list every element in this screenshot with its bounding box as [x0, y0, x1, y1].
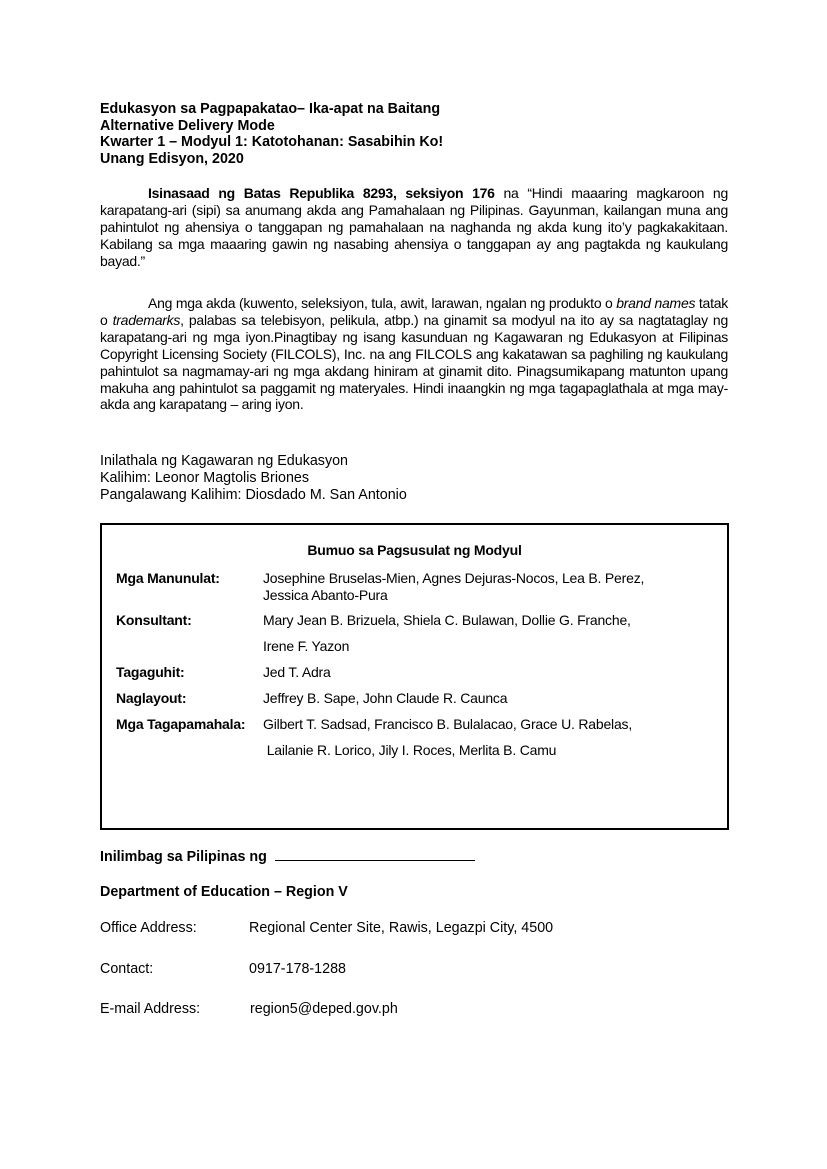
contact-label: E-mail Address: [100, 1001, 201, 1017]
law-citation: Isinasaad ng Batas Republika 8293, seksiyon 176 [148, 185, 495, 201]
credit-name-line: Gilbert T. Sadsad, Francisco B. Bulalacao, Grace U. Rabelas, [263, 716, 633, 732]
undersecretary-line: Pangalawang Kalihim: Diosdado M. San Antonio [100, 487, 407, 503]
credit-label: Konsultant: [116, 612, 192, 628]
credit-names [263, 607, 713, 659]
contact-label: Office Address: [100, 920, 197, 936]
publisher-block [100, 453, 407, 504]
copyright-text-2b: tatak o [100, 295, 729, 328]
credit-name-line: Lailanie R. Lorico, Jily I. Roces, Merlita B. Camu [263, 742, 557, 758]
credit-names [263, 570, 713, 604]
module-title-block [100, 101, 443, 167]
credit-name-line: Jeffrey B. Sape, John Claude R. Caunca [263, 690, 508, 706]
printer-blank-line [275, 848, 475, 861]
credit-names [263, 690, 713, 707]
contact-label: Contact: [100, 961, 154, 977]
copyright-text-2a: Ang mga akda (kuwento, seleksiyon, tula, awit, larawan, ngalan ng produkto o [148, 295, 617, 311]
credit-label: Naglayout: [116, 690, 187, 706]
credit-label: Mga Tagapamahala: [116, 716, 246, 732]
region-office-name: Department of Education – Region V [100, 884, 348, 900]
credit-name-line: Jed T. Adra [263, 664, 331, 680]
credits-box [100, 523, 729, 830]
contact-value: 0917-178-1288 [249, 961, 346, 977]
brand-names-italic: brand names [616, 295, 696, 311]
credit-name-line: Josephine Bruselas-Mien, Agnes Dejuras-Nocos, Lea B. Perez, [263, 570, 645, 586]
copyright-paragraph-1 [100, 185, 728, 270]
quarter-module-title: Kwarter 1 – Modyul 1: Katotohanan: Sasabihin Ko! [100, 134, 444, 150]
credit-label: Tagaguhit: [116, 664, 185, 680]
email-address[interactable]: region5@deped.gov.ph [250, 1001, 398, 1017]
module-subject-title: Edukasyon sa Pagpapakatao– Ika-apat na Baitang [100, 101, 441, 117]
copyright-text-1: na “Hindi maaaring magkaroon ng karapatang-ari (sipi) sa anumang akda ang Pamahalaan ng Pilipinas. Gayunman, kailangan muna ang pahintulot ng ahensiya o tanggapan ng pamahalaan na naghanda ng akda kung ito’y pagkakakitaan. Kabilang sa mga maaaring gawin ng nasabing ahensiya o tanggapan ay ang pagtakda ng kaukulang bayad.” [100, 185, 728, 269]
credit-name-line: Irene F. Yazon [263, 638, 350, 654]
copyright-text-2c: , palabas sa telebisyon, pelikula, atbp.) na ginamit sa modyul na ito ay sa nagtataglay ng karapatang-ari ng mga iyon.Pinagtibay ng isang kasunduan ng Kagawaran ng Edukasyon at Filipinas Copyright Licensing Society (FILCOLS), Inc. na ang FILCOLS ang kakatawan sa paghiling ng kaukulang pahintulot sa nagmamay-ari ng mga akdang hiniram at ginamit dito. Pinagsumikapang matunton upang makuha ang pahintulot sa paggamit ng materyales. Hindi inaangkin ng mga tagapaglathala at mga may-akda ang karapatang – aring iyon. [100, 311, 728, 413]
credits-title: Bumuo sa Pagsusulat ng Modyul [307, 542, 522, 558]
copyright-paragraph-2 [100, 295, 728, 413]
printed-in-line [100, 848, 475, 865]
trademarks-italic: trademarks [112, 311, 181, 328]
credit-label: Mga Manunulat: [116, 570, 220, 586]
printed-label: Inilimbag sa Pilipinas ng [100, 849, 267, 865]
credit-name-line: Jessica Abanto-Pura [263, 587, 388, 603]
secretary-line: Kalihim: Leonor Magtolis Briones [100, 470, 309, 486]
delivery-mode: Alternative Delivery Mode [100, 117, 275, 134]
edition: Unang Edisyon, 2020 [100, 150, 244, 167]
publisher-line: Inilathala ng Kagawaran ng Edukasyon [100, 453, 348, 469]
contact-value: Regional Center Site, Rawis, Legazpi City, 4500 [249, 920, 554, 936]
credit-names [263, 664, 713, 681]
credit-name-line: Mary Jean B. Brizuela, Shiela C. Bulawan, Dollie G. Franche, [263, 612, 631, 628]
credit-names [263, 711, 713, 763]
